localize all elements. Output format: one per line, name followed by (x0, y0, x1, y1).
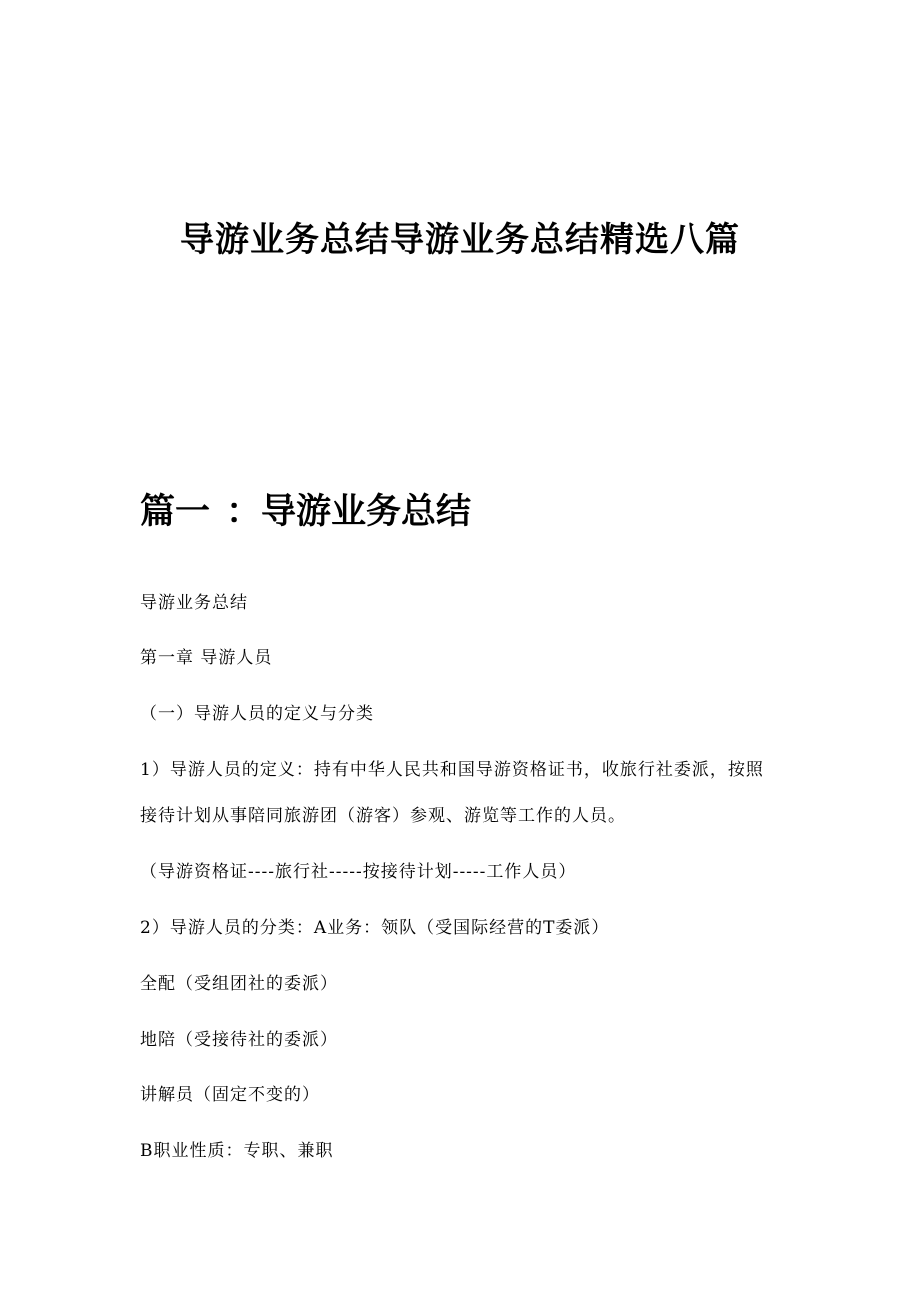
section-colon: ： (226, 491, 262, 532)
body-line-chapter: 第一章 导游人员 (140, 648, 273, 668)
body-line-career-nature: B职业性质：专职、兼职 (140, 1141, 334, 1161)
section-name: 导游业务总结 (261, 491, 472, 532)
section-number: 篇一 (140, 491, 211, 532)
body-line-definition-cont: 接待计划从事陪同旅游团（游客）参观、游览等工作的人员。 (140, 806, 626, 826)
body-line-subsection: （一）导游人员的定义与分类 (140, 704, 374, 724)
body-line-summary: （导游资格证----旅行社-----按接待计划-----工作人员） (140, 862, 577, 882)
body-line-definition: 1）导游人员的定义：持有中华人民共和国导游资格证书，收旅行社委派，按照 (140, 760, 764, 780)
section-heading (140, 486, 471, 538)
body-line-subject: 导游业务总结 (140, 593, 248, 613)
body-line-national-guide: 全配（受组团社的委派） (140, 974, 338, 994)
body-line-local-guide: 地陪（受接待社的委派） (140, 1030, 338, 1050)
body-line-classification: 2）导游人员的分类：A业务：领队（受国际经营的T委派） (140, 918, 610, 938)
body-line-interpreter: 讲解员（固定不变的） (140, 1085, 320, 1105)
document-title: 导游业务总结导游业务总结精选八篇 (180, 220, 740, 260)
